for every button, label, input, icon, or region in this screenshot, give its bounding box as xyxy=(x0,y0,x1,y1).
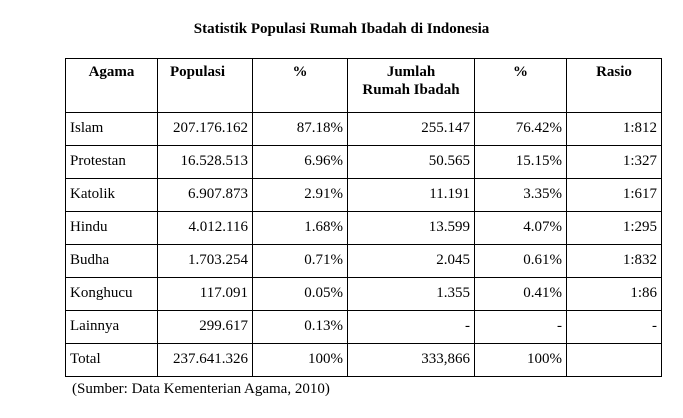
cell-agama: Katolik xyxy=(66,179,158,212)
cell-rasio: 1:327 xyxy=(567,146,662,179)
table-row xyxy=(66,245,662,278)
cell-populasi: 1.703.254 xyxy=(158,245,253,278)
header-percent-house-of-worship: % xyxy=(475,59,567,113)
cell-agama: Hindu xyxy=(66,212,158,245)
cell-jumlah: 333,866 xyxy=(348,344,475,377)
page-title: Statistik Populasi Rumah Ibadah di Indonesia xyxy=(193,21,490,37)
header-jumlah-line1: Jumlah xyxy=(386,64,436,80)
cell-percent-population: 100% xyxy=(253,344,348,377)
header-agama: Agama xyxy=(66,59,158,113)
cell-percent-population: 0.05% xyxy=(253,278,348,311)
cell-jumlah: 50.565 xyxy=(348,146,475,179)
cell-agama: Islam xyxy=(66,113,158,146)
table-row xyxy=(66,212,662,245)
cell-rasio: - xyxy=(567,311,662,344)
table-header-row xyxy=(66,59,662,113)
source-note: (Sumber: Data Kementerian Agama, 2010) xyxy=(72,381,330,397)
cell-jumlah: 11.191 xyxy=(348,179,475,212)
header-jumlah-line2: Rumah Ibadah xyxy=(362,82,460,98)
cell-percent-population: 0.71% xyxy=(253,245,348,278)
cell-populasi: 117.091 xyxy=(158,278,253,311)
cell-rasio: 1:617 xyxy=(567,179,662,212)
cell-percent-population: 1.68% xyxy=(253,212,348,245)
cell-jumlah: 2.045 xyxy=(348,245,475,278)
cell-percent-house-of-worship: 3.35% xyxy=(475,179,567,212)
cell-agama: Lainnya xyxy=(66,311,158,344)
cell-rasio: 1:86 xyxy=(567,278,662,311)
cell-percent-population: 6.96% xyxy=(253,146,348,179)
table-row xyxy=(66,278,662,311)
cell-populasi: 299.617 xyxy=(158,311,253,344)
cell-jumlah: 13.599 xyxy=(348,212,475,245)
cell-agama: Konghucu xyxy=(66,278,158,311)
cell-percent-population: 2.91% xyxy=(253,179,348,212)
table-row xyxy=(66,113,662,146)
cell-percent-house-of-worship: 15.15% xyxy=(475,146,567,179)
header-percent-population: % xyxy=(253,59,348,113)
cell-jumlah: 1.355 xyxy=(348,278,475,311)
cell-populasi: 237.641.326 xyxy=(158,344,253,377)
header-populasi: Populasi xyxy=(158,59,253,113)
cell-rasio xyxy=(567,344,662,377)
cell-rasio: 1:812 xyxy=(567,113,662,146)
cell-percent-house-of-worship: 4.07% xyxy=(475,212,567,245)
cell-rasio: 1:832 xyxy=(567,245,662,278)
cell-rasio: 1:295 xyxy=(567,212,662,245)
header-jumlah-rumah-ibadah xyxy=(348,59,475,113)
table-total-row xyxy=(66,344,662,377)
cell-percent-house-of-worship: 100% xyxy=(475,344,567,377)
cell-agama: Protestan xyxy=(66,146,158,179)
table-row xyxy=(66,311,662,344)
cell-percent-house-of-worship: - xyxy=(475,311,567,344)
cell-percent-population: 0.13% xyxy=(253,311,348,344)
table-row xyxy=(66,146,662,179)
cell-populasi: 16.528.513 xyxy=(158,146,253,179)
cell-populasi: 207.176.162 xyxy=(158,113,253,146)
cell-jumlah: - xyxy=(348,311,475,344)
cell-jumlah: 255.147 xyxy=(348,113,475,146)
cell-percent-house-of-worship: 76.42% xyxy=(475,113,567,146)
statistics-table xyxy=(65,58,662,377)
cell-percent-population: 87.18% xyxy=(253,113,348,146)
header-rasio: Rasio xyxy=(567,59,662,113)
cell-populasi: 4.012.116 xyxy=(158,212,253,245)
cell-percent-house-of-worship: 0.41% xyxy=(475,278,567,311)
cell-populasi: 6.907.873 xyxy=(158,179,253,212)
cell-agama: Total xyxy=(66,344,158,377)
cell-agama: Budha xyxy=(66,245,158,278)
table-row xyxy=(66,179,662,212)
cell-percent-house-of-worship: 0.61% xyxy=(475,245,567,278)
